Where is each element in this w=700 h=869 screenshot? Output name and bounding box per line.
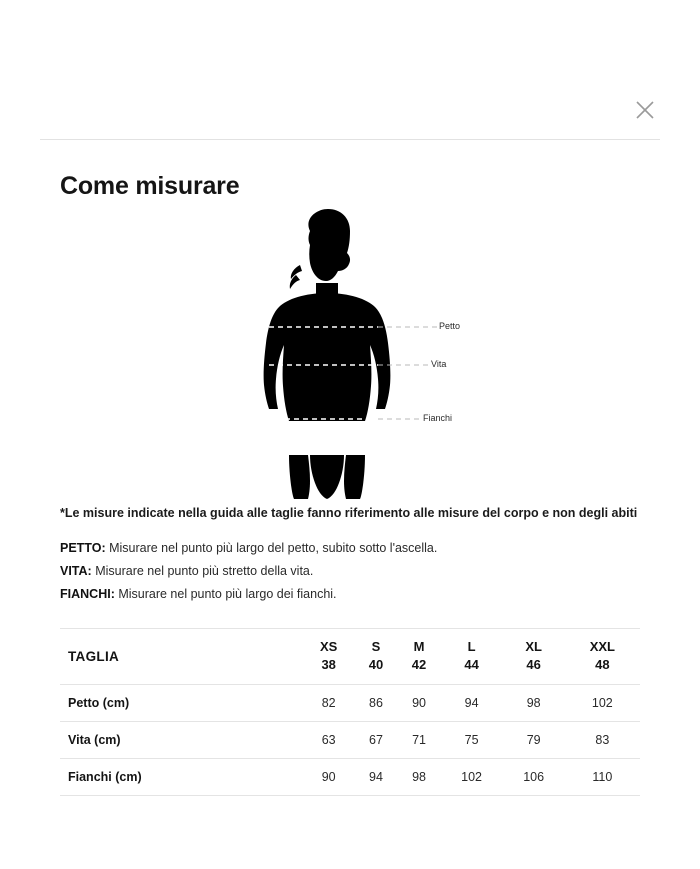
cell-petto-s: 86 (354, 684, 397, 721)
cell-vita-s: 67 (354, 721, 397, 758)
measure-label-fianchi: Fianchi (423, 413, 453, 423)
table-column-xl-num: 46 (526, 657, 541, 673)
cell-petto-xxl: 102 (565, 684, 640, 721)
table-row (60, 758, 640, 795)
size-chart-table (60, 628, 640, 796)
table-column-s-alpha: S (371, 638, 381, 654)
cell-fianchi-s: 94 (354, 758, 397, 795)
row-label-fianchi: Fianchi (cm) (60, 758, 303, 795)
row-label-petto: Petto (cm) (60, 684, 303, 721)
table-column-m (398, 628, 441, 684)
table-column-xs (303, 628, 355, 684)
instruction-petto-text: Misurare nel punto più largo del petto, subito sotto l'ascella. (105, 540, 438, 555)
close-icon (634, 99, 656, 121)
instruction-petto (60, 537, 640, 560)
table-column-xl-alpha: XL (525, 638, 542, 654)
instruction-vita-key: VITA: (60, 563, 92, 578)
measure-figure (60, 209, 640, 499)
table-column-m-alpha: M (413, 638, 425, 654)
table-column-s-num: 40 (368, 657, 384, 673)
instruction-petto-key: PETTO: (60, 540, 106, 555)
cell-vita-xs: 63 (303, 721, 355, 758)
cell-vita-m: 71 (398, 721, 441, 758)
instruction-vita (60, 560, 640, 583)
instruction-fianchi (60, 583, 640, 606)
measure-label-petto: Petto (439, 321, 461, 331)
table-row (60, 684, 640, 721)
cell-petto-xs: 82 (303, 684, 355, 721)
measurement-instructions (60, 537, 640, 606)
cell-fianchi-m: 98 (398, 758, 441, 795)
cell-vita-l: 75 (441, 721, 503, 758)
cell-fianchi-l: 102 (441, 758, 503, 795)
table-column-xs-alpha: XS (320, 638, 338, 654)
instruction-vita-text: Misurare nel punto più stretto della vita. (91, 563, 314, 578)
page-title: Come misurare (60, 172, 240, 200)
cell-petto-m: 90 (398, 684, 441, 721)
table-column-m-num: 42 (411, 657, 427, 673)
table-column-l-num: 44 (464, 657, 479, 673)
table-column-l-alpha: L (467, 638, 476, 654)
modal-header (40, 0, 660, 140)
modal-content (0, 172, 700, 796)
table-column-xxl (565, 628, 640, 684)
body-figure-icon (150, 209, 550, 499)
table-corner-label: TAGLIA (60, 628, 303, 684)
cell-fianchi-xxl: 110 (565, 758, 640, 795)
measurement-disclaimer: *Le misure indicate nella guida alle taglie fanno riferimento alle misure del corpo e non degli abiti (60, 506, 638, 520)
row-label-vita: Vita (cm) (60, 721, 303, 758)
table-row (60, 721, 640, 758)
close-button[interactable] (630, 95, 660, 125)
table-column-s (354, 628, 397, 684)
table-column-l (441, 628, 503, 684)
cell-fianchi-xs: 90 (303, 758, 355, 795)
table-column-xxl-num: 48 (595, 657, 610, 673)
cell-petto-xl: 98 (503, 684, 565, 721)
instruction-fianchi-text: Misurare nel punto più largo dei fianchi. (114, 586, 337, 601)
instruction-fianchi-key: FIANCHI: (60, 586, 115, 601)
measure-label-vita: Vita (431, 359, 447, 369)
cell-vita-xl: 79 (503, 721, 565, 758)
cell-vita-xxl: 83 (565, 721, 640, 758)
table-column-xs-num: 38 (321, 657, 336, 673)
table-column-xl (503, 628, 565, 684)
table-column-xxl-alpha: XXL (589, 638, 615, 654)
table-header-row (60, 628, 640, 684)
cell-petto-l: 94 (441, 684, 503, 721)
cell-fianchi-xl: 106 (503, 758, 565, 795)
